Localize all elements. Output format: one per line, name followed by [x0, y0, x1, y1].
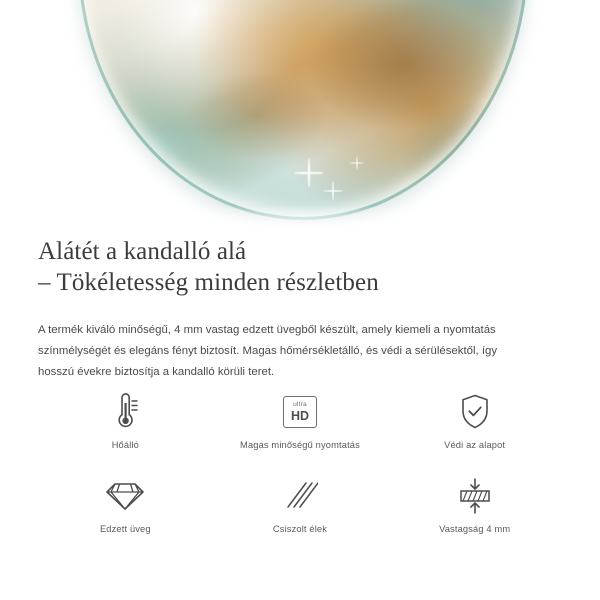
- shield-check-icon: [457, 390, 493, 434]
- thermometer-icon: [108, 390, 142, 434]
- diamond-icon: [105, 474, 145, 518]
- headline-line-2: – Tökéletesség minden részletben: [38, 269, 379, 296]
- feature-item-heat-resistant: [38, 390, 213, 462]
- feature-item-tempered-glass: [38, 474, 213, 546]
- glass-mat-disc: [78, 0, 528, 220]
- feature-label: Védi az alapot: [444, 440, 506, 450]
- badge-top-text: ultra: [293, 400, 307, 408]
- feature-label: Csiszolt élek: [272, 524, 328, 534]
- feature-label: Magas minőségű nyomtatás: [240, 440, 360, 450]
- headline-line-1: Alátét a kandalló alá: [38, 238, 247, 265]
- hero-fade-overlay: [0, 206, 600, 232]
- ultra-hd-badge-icon: [283, 390, 317, 434]
- feature-item-print-quality: [213, 390, 388, 462]
- feature-grid: [38, 390, 562, 546]
- thickness-arrows-icon: [455, 474, 495, 518]
- feature-item-protects-surface: [387, 390, 562, 462]
- badge-main-text: HD: [290, 408, 310, 423]
- feature-label: Edzett üveg: [99, 524, 151, 534]
- content-block: [0, 232, 600, 383]
- body-paragraph: A termék kiváló minőségű, 4 mm vastag edzett üvegből készült, amely kiemeli a nyomtatás színmélységét és elegáns fényt biztosít. Magas hőmérsékletálló, és védi a sérülésektől, így hosszú évekre biztosítja a kandalló körüli teret.: [38, 324, 498, 378]
- polished-edge-icon: [282, 474, 318, 518]
- feature-label: Hőálló: [111, 440, 139, 450]
- page-title: [0, 236, 600, 298]
- hero-image: [0, 0, 600, 232]
- feature-item-polished-edges: [213, 474, 388, 546]
- feature-label: Vastagság 4 mm: [439, 524, 511, 534]
- feature-item-thickness: [387, 474, 562, 546]
